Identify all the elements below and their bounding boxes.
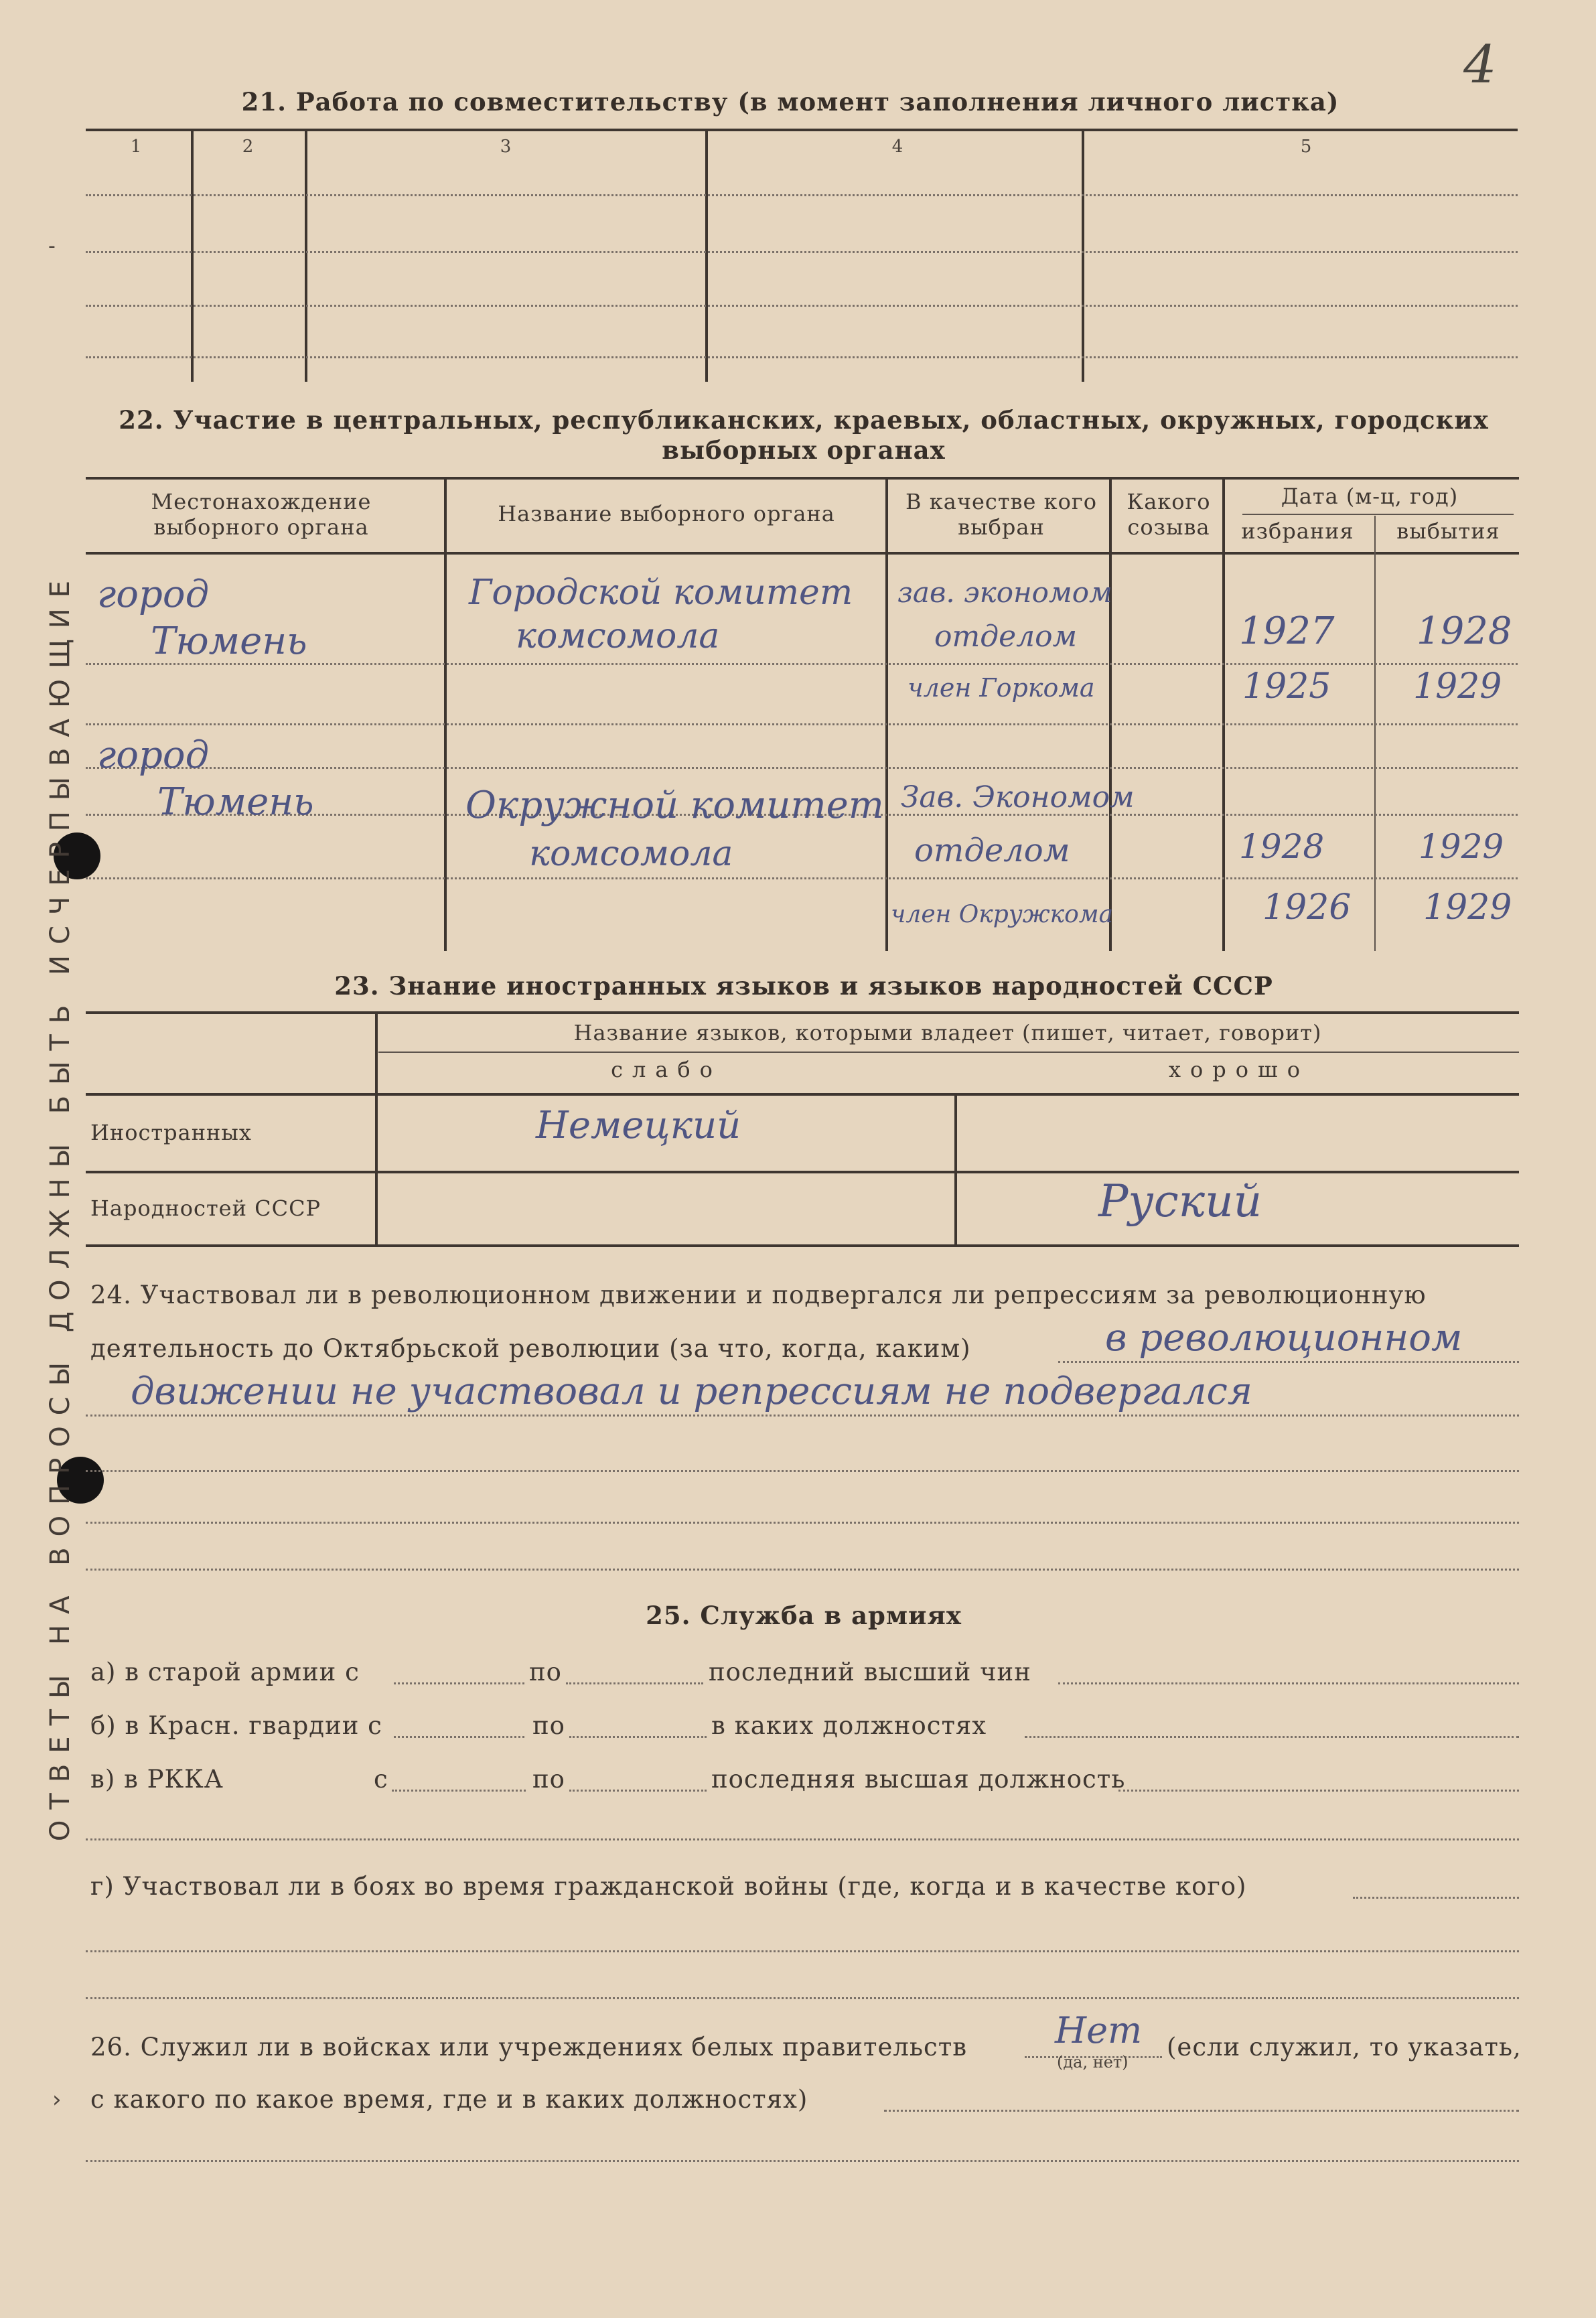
header-as-whom: В качестве кого выбран	[905, 489, 1097, 540]
row2-body-line1: Окружной комитет	[465, 784, 884, 827]
section-22-row-line	[86, 723, 1518, 725]
section-24-line2: деятельность до Октябрьской революции (за что, когда, каким)	[90, 1334, 971, 1363]
col-number: 1	[130, 137, 142, 157]
row2-role-a-line2: отделом	[914, 832, 1070, 869]
red-guard-label: б) в Красн. гвардии с	[90, 1711, 382, 1740]
section-22-title-cont: выборных органах	[662, 435, 946, 465]
army-old-po: по	[529, 1658, 562, 1686]
rkka-po: по	[532, 1765, 565, 1794]
section-22-col-divider	[1109, 478, 1112, 951]
army-old-rank	[1058, 1682, 1519, 1684]
row1-left-b: 1929	[1413, 666, 1502, 707]
section-23-header-bottom	[86, 1093, 1519, 1096]
ussr-good-value: Руский	[1098, 1175, 1262, 1227]
header-left: выбытия	[1396, 518, 1500, 544]
header-elected: избрания	[1241, 518, 1354, 544]
section-24-line1: 24. Участвовал ли в революционном движении и подвергался ли репрессиям за революционную	[90, 1281, 1427, 1309]
col-number: 5	[1300, 137, 1312, 157]
foreign-weak-value: Немецкий	[536, 1104, 741, 1147]
section-24-line	[86, 1569, 1519, 1571]
row1-role-a-line2: отделом	[934, 620, 1078, 654]
page-number: 4	[1463, 35, 1497, 95]
row2-location-line1: город	[97, 733, 210, 777]
army-old-from	[394, 1682, 524, 1684]
section-21-row-line	[86, 194, 1518, 196]
row2-role-b: член Окружкома	[891, 901, 1114, 928]
row2-role-a-line1: Зав. Экономом	[901, 780, 1135, 814]
section-21-row-line	[86, 305, 1518, 307]
section-21-col-divider	[1082, 130, 1084, 382]
header-body-name: Название выборного органа	[498, 501, 835, 526]
section-26-line	[884, 2110, 1519, 2112]
section-21-col-divider	[305, 130, 307, 382]
section-24-line	[1058, 1361, 1519, 1363]
section-25-line	[86, 1997, 1519, 1999]
rkka-pos-label: последняя высшая должность	[711, 1765, 1126, 1794]
section-22-col-divider	[885, 478, 888, 951]
red-guard-pos-label: в каких должностях	[711, 1711, 987, 1740]
section-26-answer: Нет	[1055, 2009, 1143, 2051]
section-22-col-divider	[444, 478, 447, 951]
section-21-row-line	[86, 356, 1518, 358]
section-23-col-divider	[375, 1013, 378, 1246]
section-21-col-divider	[191, 130, 194, 382]
army-old-label: а) в старой армии с	[90, 1658, 360, 1686]
section-22-row-line	[86, 767, 1518, 769]
header-convocation: Какого созыва	[1127, 489, 1211, 540]
rkka-label: в) в РККА	[90, 1765, 224, 1794]
red-guard-po: по	[532, 1711, 565, 1740]
margin-mark: ›	[52, 2086, 62, 2113]
section-22-row-line	[86, 877, 1518, 879]
army-old-to	[566, 1682, 703, 1684]
row2-left-a: 1929	[1419, 827, 1504, 866]
section-22-row-line	[86, 663, 1518, 665]
row1-role-b: член Горкома	[908, 673, 1095, 703]
section-22-title: 22. Участие в центральных, республиканских, краевых, областных, окружных, городских	[119, 405, 1489, 435]
civil-war-answer	[1353, 1897, 1519, 1899]
row2-location-line2: Тюмень	[157, 780, 314, 824]
col-number: 3	[500, 137, 512, 157]
row2-elected-a: 1928	[1239, 827, 1325, 866]
section-23-header-rule	[378, 1052, 1519, 1053]
row1-location-line1: город	[97, 573, 210, 616]
section-24-line	[86, 1415, 1519, 1417]
section-21-row-line	[86, 251, 1518, 253]
red-guard-from	[394, 1736, 524, 1738]
row1-left-a: 1928	[1417, 609, 1512, 653]
section-26-answer-hint: (да, нет)	[1057, 2053, 1129, 2072]
row1-elected-b: 1925	[1242, 666, 1331, 707]
section-24-line	[86, 1470, 1519, 1472]
section-23-bottom-rule	[86, 1244, 1519, 1247]
row-ussr-label: Народностей СССР	[90, 1196, 321, 1221]
margin-mark: ‑	[48, 234, 56, 258]
header-date: Дата (м-ц, год)	[1281, 484, 1459, 509]
side-notice: ОТВЕТЫ НА ВОПРОСЫ ДОЛЖНЫ БЫТЬ ИСЧЕРПЫВАЮЩИЕ	[44, 569, 76, 1842]
red-guard-to	[569, 1736, 707, 1738]
section-24-answer-2: движении не участвовал и репрессиям не подвергался	[131, 1370, 1252, 1413]
header-good: хорошо	[1168, 1057, 1310, 1082]
rkka-pos	[1118, 1790, 1519, 1792]
row2-elected-b: 1926	[1262, 887, 1352, 928]
row1-body-line2: комсомола	[516, 616, 720, 656]
section-21-top-rule	[86, 129, 1518, 131]
section-25-line	[86, 1950, 1519, 1952]
red-guard-pos	[1025, 1736, 1519, 1738]
army-old-rank-label: последний высший чин	[709, 1658, 1031, 1686]
row1-location-line2: Тюмень	[151, 620, 307, 663]
section-23-title: 23. Знание иностранных языков и языков народностей СССР	[334, 971, 1273, 1001]
section-24-line	[86, 1522, 1519, 1524]
col-number: 4	[891, 137, 903, 157]
section-21-title: 21. Работа по совместительству (в момент заполнения личного листка)	[241, 87, 1339, 117]
row2-body-line2: комсомола	[529, 834, 733, 874]
row1-role-a-line1: зав. экономом	[897, 576, 1112, 609]
section-26-line2: с какого по какое время, где и в каких должностях)	[90, 2085, 808, 2114]
row-foreign-label: Иностранных	[90, 1120, 252, 1145]
section-23-top-rule	[86, 1011, 1519, 1014]
header-location: Местонахождение выборного органа	[151, 489, 372, 540]
section-26-line1a: 26. Служил ли в войсках или учреждениях белых правительств	[90, 2033, 968, 2061]
section-26-line1b: (если служил, то указать,	[1167, 2033, 1522, 2061]
section-24-answer-1: в революционном	[1105, 1316, 1463, 1360]
row2-left-b: 1929	[1423, 887, 1512, 928]
row1-elected-a: 1927	[1239, 609, 1335, 653]
rkka-from	[392, 1790, 526, 1792]
section-25-title: 25. Служба в армиях	[646, 1601, 962, 1630]
rkka-s: с	[374, 1765, 388, 1794]
section-25-line	[86, 1838, 1519, 1840]
section-23-col-divider	[954, 1094, 957, 1246]
section-23-header: Название языков, которыми владеет (пишет, читает, говорит)	[573, 1020, 1322, 1045]
section-22-top-rule	[86, 477, 1519, 480]
section-22-col-divider	[1374, 516, 1376, 951]
section-26-line	[86, 2160, 1519, 2162]
section-22-header-rule	[86, 552, 1519, 555]
col-number: 2	[242, 137, 254, 157]
section-22-col-divider	[1222, 478, 1225, 951]
header-weak: слабо	[611, 1057, 722, 1082]
section-21-col-divider	[705, 130, 708, 382]
section-23-row-divider	[86, 1171, 1519, 1173]
civil-war-label: г) Участвовал ли в боях во время гражданской войны (где, когда и в качестве кого)	[90, 1872, 1247, 1901]
row1-body-line1: Городской комитет	[469, 573, 853, 613]
header-date-rule	[1242, 514, 1514, 515]
rkka-to	[569, 1790, 707, 1792]
